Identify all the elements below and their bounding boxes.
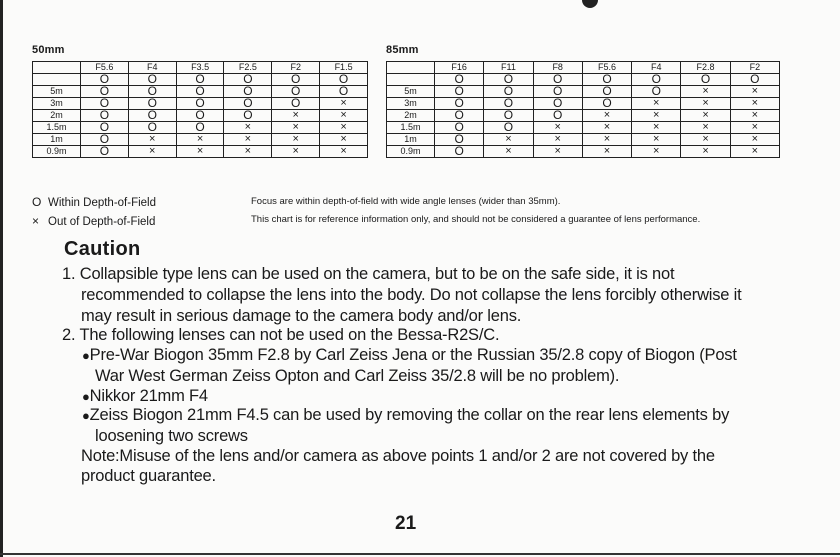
out-of-dof-mark: × — [730, 98, 779, 110]
out-of-dof-mark: × — [176, 146, 224, 158]
within-dof-mark: O — [176, 122, 224, 134]
table-row — [387, 86, 780, 98]
table-row — [387, 110, 780, 122]
out-of-dof-mark: × — [730, 122, 779, 134]
within-dof-mark: O — [81, 74, 129, 86]
out-of-dof-mark: × — [224, 122, 272, 134]
distance-label: 2m — [387, 110, 435, 122]
caution-line-3: may result in serious damage to the camera body and/or lens. — [81, 307, 522, 325]
table-row — [387, 122, 780, 134]
aperture-header: F2 — [730, 62, 779, 74]
distance-label: 5m — [33, 86, 81, 98]
distance-label — [387, 74, 435, 86]
within-dof-mark: O — [320, 74, 368, 86]
legend-within — [32, 193, 156, 212]
within-dof-mark: O — [320, 86, 368, 98]
within-dof-mark: O — [81, 110, 129, 122]
aperture-header: F4 — [632, 62, 681, 74]
within-dof-mark: O — [272, 74, 320, 86]
within-dof-mark: O — [176, 110, 224, 122]
within-dof-mark: O — [533, 110, 582, 122]
within-dof-mark: O — [435, 74, 484, 86]
within-dof-mark: O — [632, 74, 681, 86]
circle-icon: O — [32, 195, 42, 209]
note-focus: Focus are within depth-of-field with wide angle lenses (wider than 35mm). — [251, 196, 561, 207]
caution-line-4: 2. The following lenses can not be used on the Bessa-R2S/C. — [62, 326, 500, 344]
aperture-header: F2 — [272, 62, 320, 74]
distance-label — [33, 74, 81, 86]
out-of-dof-mark: × — [730, 134, 779, 146]
within-dof-mark: O — [582, 98, 631, 110]
within-dof-mark: O — [81, 86, 129, 98]
out-of-dof-mark: × — [730, 146, 779, 158]
legend — [32, 193, 156, 231]
out-of-dof-mark: × — [224, 146, 272, 158]
within-dof-mark: O — [128, 86, 176, 98]
caution-line-6: War West German Zeiss Opton and Carl Zeiss 35/2.8 will be no problem). — [95, 367, 620, 385]
out-of-dof-mark: × — [484, 134, 533, 146]
distance-label: 1m — [33, 134, 81, 146]
out-of-dof-mark: × — [533, 146, 582, 158]
table-row — [33, 122, 368, 134]
within-dof-mark: O — [484, 122, 533, 134]
page-edge-left — [0, 0, 3, 557]
within-dof-mark: O — [176, 86, 224, 98]
within-dof-mark: O — [435, 86, 484, 98]
out-of-dof-mark: × — [632, 134, 681, 146]
within-dof-mark: O — [272, 98, 320, 110]
out-of-dof-mark: × — [533, 134, 582, 146]
within-dof-mark: O — [81, 122, 129, 134]
scan-mark — [582, 0, 598, 8]
out-of-dof-mark: × — [533, 122, 582, 134]
out-of-dof-mark: × — [681, 146, 730, 158]
within-dof-mark: O — [128, 98, 176, 110]
distance-label: 0.9m — [33, 146, 81, 158]
out-of-dof-mark: × — [632, 110, 681, 122]
out-of-dof-mark: × — [730, 110, 779, 122]
within-dof-mark: O — [128, 110, 176, 122]
distance-label: 2m — [33, 110, 81, 122]
out-of-dof-mark: × — [582, 122, 631, 134]
within-dof-mark: O — [484, 110, 533, 122]
within-dof-mark: O — [484, 86, 533, 98]
within-dof-mark: O — [435, 110, 484, 122]
out-of-dof-mark: × — [681, 122, 730, 134]
legend-within-label: Within Depth-of-Field — [48, 197, 157, 209]
table-row — [387, 134, 780, 146]
table-row — [387, 74, 780, 86]
out-of-dof-mark: × — [484, 146, 533, 158]
within-dof-mark: O — [681, 74, 730, 86]
out-of-dof-mark: × — [632, 98, 681, 110]
aperture-header: F2.8 — [681, 62, 730, 74]
within-dof-mark: O — [81, 98, 129, 110]
aperture-header: F4 — [128, 62, 176, 74]
out-of-dof-mark: × — [272, 134, 320, 146]
within-dof-mark: O — [435, 146, 484, 158]
out-of-dof-mark: × — [224, 134, 272, 146]
distance-label: 1.5m — [33, 122, 81, 134]
note-reference: This chart is for reference information only, and should not be considered a guarantee of lens performance. — [251, 214, 701, 225]
out-of-dof-mark: × — [176, 134, 224, 146]
out-of-dof-mark: × — [320, 110, 368, 122]
out-of-dof-mark: × — [272, 110, 320, 122]
within-dof-mark: O — [582, 74, 631, 86]
within-dof-mark: O — [128, 122, 176, 134]
out-of-dof-mark: × — [730, 86, 779, 98]
within-dof-mark: O — [224, 98, 272, 110]
legend-out-label: Out of Depth-of-Field — [48, 216, 156, 228]
table-row — [33, 146, 368, 158]
caution-line-1: 1. Collapsible type lens can be used on the camera, but to be on the safe side, it is not — [62, 265, 675, 283]
caution-line-7: Nikkor 21mm F4 — [89, 387, 208, 405]
caution-heading: Caution — [64, 238, 141, 260]
bullet-icon: ● — [82, 348, 90, 363]
caution-bullet-2 — [82, 386, 208, 407]
within-dof-mark: O — [128, 74, 176, 86]
dof-table-50mm — [32, 61, 368, 158]
out-of-dof-mark: × — [582, 134, 631, 146]
out-of-dof-mark: × — [320, 98, 368, 110]
aperture-header: F1.5 — [320, 62, 368, 74]
legend-out — [32, 212, 156, 231]
out-of-dof-mark: × — [582, 146, 631, 158]
out-of-dof-mark: × — [128, 134, 176, 146]
page-edge-bottom — [0, 553, 840, 555]
within-dof-mark: O — [435, 134, 484, 146]
caution-line-9: loosening two screws — [95, 427, 248, 445]
within-dof-mark: O — [272, 86, 320, 98]
aperture-header: F16 — [435, 62, 484, 74]
table-row — [33, 134, 368, 146]
aperture-header: F5.6 — [582, 62, 631, 74]
out-of-dof-mark: × — [632, 122, 681, 134]
within-dof-mark: O — [176, 74, 224, 86]
cross-icon: × — [32, 214, 40, 228]
within-dof-mark: O — [224, 86, 272, 98]
within-dof-mark: O — [730, 74, 779, 86]
bullet-icon: ● — [82, 389, 90, 404]
within-dof-mark: O — [484, 74, 533, 86]
distance-label: 1.5m — [387, 122, 435, 134]
out-of-dof-mark: × — [681, 134, 730, 146]
distance-label: 0.9m — [387, 146, 435, 158]
dof-table-85mm — [386, 61, 780, 158]
table-row — [387, 98, 780, 110]
corner-cell — [387, 62, 435, 74]
out-of-dof-mark: × — [272, 146, 320, 158]
within-dof-mark: O — [176, 98, 224, 110]
within-dof-mark: O — [533, 74, 582, 86]
within-dof-mark: O — [632, 86, 681, 98]
caution-line-2: recommended to collapse the lens into the body. Do not collapse the lens forcibly otherwise it — [81, 286, 742, 304]
table-85mm-title: 85mm — [386, 44, 419, 56]
distance-label: 5m — [387, 86, 435, 98]
table-header-row — [387, 62, 780, 74]
caution-bullet-3 — [82, 405, 729, 426]
within-dof-mark: O — [533, 86, 582, 98]
caution-bullet-1 — [82, 345, 737, 366]
corner-cell — [33, 62, 81, 74]
within-dof-mark: O — [582, 86, 631, 98]
within-dof-mark: O — [484, 98, 533, 110]
bullet-icon: ● — [82, 408, 90, 423]
within-dof-mark: O — [81, 146, 129, 158]
out-of-dof-mark: × — [681, 110, 730, 122]
aperture-header: F8 — [533, 62, 582, 74]
caution-line-5: Pre-War Biogon 35mm F2.8 by Carl Zeiss Jena or the Russian 35/2.8 copy of Biogon (Post — [89, 346, 737, 364]
caution-line-11: product guarantee. — [81, 467, 216, 485]
notes — [251, 193, 700, 229]
out-of-dof-mark: × — [320, 122, 368, 134]
distance-label: 1m — [387, 134, 435, 146]
aperture-header: F3.5 — [176, 62, 224, 74]
out-of-dof-mark: × — [681, 86, 730, 98]
out-of-dof-mark: × — [681, 98, 730, 110]
table-50mm-title: 50mm — [32, 44, 65, 56]
out-of-dof-mark: × — [272, 122, 320, 134]
within-dof-mark: O — [224, 74, 272, 86]
distance-label: 3m — [387, 98, 435, 110]
within-dof-mark: O — [81, 134, 129, 146]
within-dof-mark: O — [224, 110, 272, 122]
within-dof-mark: O — [435, 122, 484, 134]
page-number: 21 — [395, 513, 417, 534]
out-of-dof-mark: × — [320, 146, 368, 158]
caution-line-8: Zeiss Biogon 21mm F4.5 can be used by removing the collar on the rear lens elements by — [89, 406, 730, 424]
aperture-header: F11 — [484, 62, 533, 74]
within-dof-mark: O — [435, 98, 484, 110]
out-of-dof-mark: × — [582, 110, 631, 122]
distance-label: 3m — [33, 98, 81, 110]
out-of-dof-mark: × — [320, 134, 368, 146]
aperture-header: F2.5 — [224, 62, 272, 74]
table-row — [387, 146, 780, 158]
within-dof-mark: O — [533, 98, 582, 110]
out-of-dof-mark: × — [128, 146, 176, 158]
aperture-header: F5.6 — [81, 62, 129, 74]
caution-line-10: Note:Misuse of the lens and/or camera as above points 1 and/or 2 are not covered by the — [81, 447, 715, 465]
out-of-dof-mark: × — [632, 146, 681, 158]
